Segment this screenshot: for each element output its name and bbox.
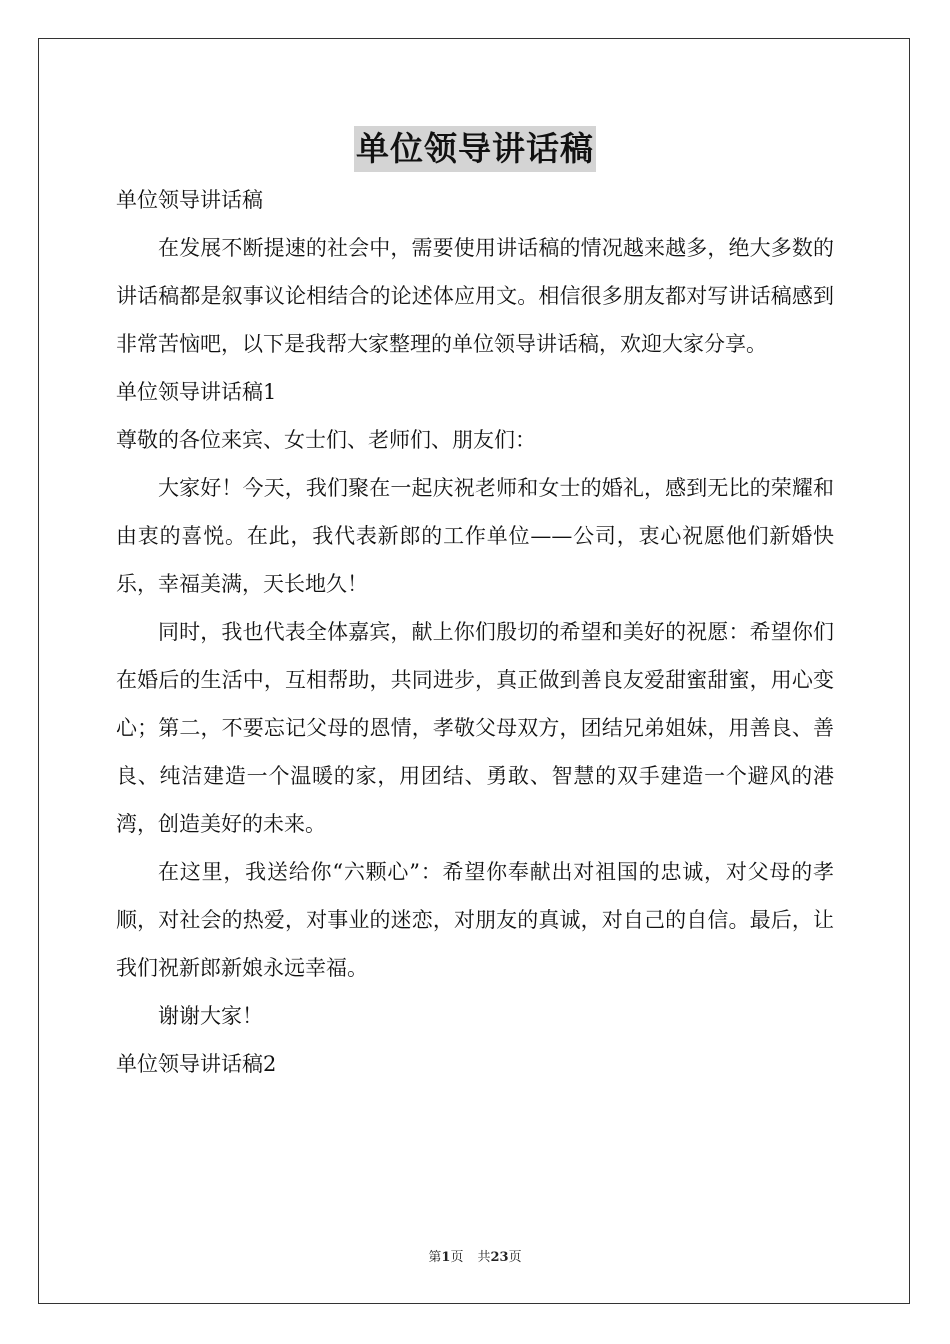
- page-footer: [0, 1248, 950, 1268]
- paragraph-greeting: 大家好！今天，我们聚在一起庆祝老师和女士的婚礼，感到无比的荣耀和由衷的喜悦。在此，我代表新郎的工作单位——公司，衷心祝愿他们新婚快乐，幸福美满，天长地久！: [116, 476, 834, 596]
- title-container: [0, 126, 950, 172]
- footer-page-suffix: 页: [450, 1250, 464, 1265]
- paragraph-six-hearts: 在这里，我送给你“六颗心”：希望你奉献出对祖国的忠诚，对父母的孝顺，对社会的热爱，对事业的迷恋，对朋友的真诚，对自己的自信。最后，让我们祝新郎新娘永远幸福。: [116, 860, 834, 980]
- paragraph-salutation: 尊敬的各位来宾、女士们、老师们、朋友们：: [116, 428, 536, 452]
- footer-total-prefix: 共: [477, 1250, 491, 1265]
- document-body: [116, 176, 834, 1088]
- document-title: 单位领导讲话稿: [354, 126, 596, 172]
- section-heading-2: 单位领导讲话稿2: [116, 1052, 277, 1076]
- paragraph-wishes: 同时，我也代表全体嘉宾，献上你们殷切的希望和美好的祝愿：希望你们在婚后的生活中，互相帮助，共同进步，真正做到善良友爱甜蜜甜蜜，用心变心；第二，不要忘记父母的恩情，孝敬父母双方，团结兄弟姐妹，用善良、善良、纯洁建造一个温暖的家，用团结、勇敢、智慧的双手建造一个避风的港湾，创造美好的未来。: [116, 620, 834, 836]
- footer-page-prefix: 第: [428, 1250, 442, 1265]
- footer-total-pages: 23: [490, 1250, 509, 1265]
- paragraph-thanks: 谢谢大家！: [158, 1004, 263, 1028]
- paragraph-subtitle: 单位领导讲话稿: [116, 188, 263, 212]
- footer-page-number: 1: [441, 1250, 451, 1265]
- paragraph-intro: 在发展不断提速的社会中，需要使用讲话稿的情况越来越多，绝大多数的讲话稿都是叙事议论相结合的论述体应用文。相信很多朋友都对写讲话稿感到非常苦恼吧，以下是我帮大家整理的单位领导讲话稿，欢迎大家分享。: [116, 236, 834, 356]
- section-heading-1: 单位领导讲话稿1: [116, 380, 277, 404]
- footer-total-suffix: 页: [508, 1250, 522, 1265]
